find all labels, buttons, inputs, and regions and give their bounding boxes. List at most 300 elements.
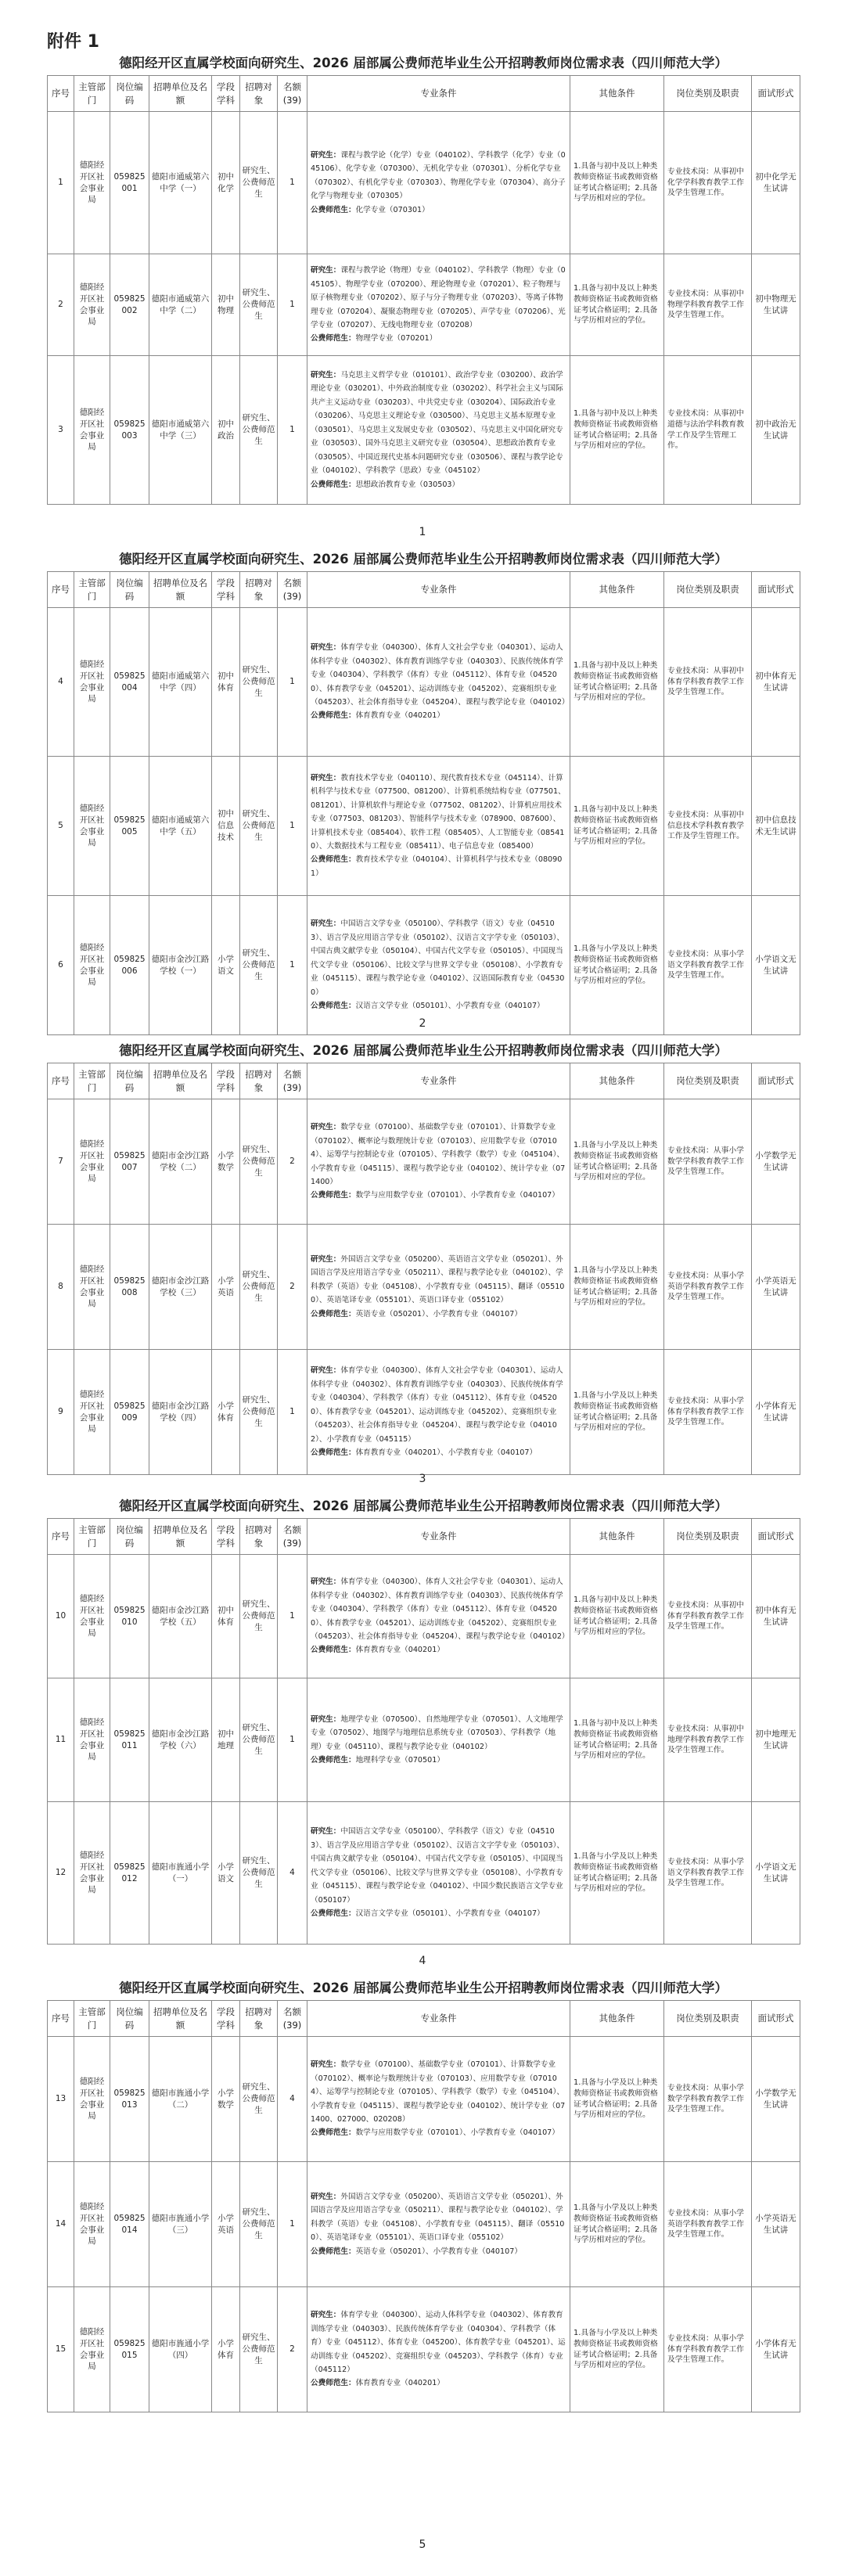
grad-major-text: 马克思主义哲学专业（010101）、政治学专业（030200）、政治学理论专业（030201）、中外政治制度专业（030202）、科学社会主义与国际共产主义运动专业（030203）、中共党史专业（030204）、国际政治专业（030206）、马克思主义理论专业（030500）、马克思主义基本原理专业（030501）、马克思主义发展史专业（030502）、马克思主义中国化研究专业（030503）、国外马克思主义研究专业（030504）、思想政治教育专业（030505）、中国近现代史基本问题研究专业（030506）、课程与教学论专业（040102）、学科教学（思政）专业（045102） (311, 370, 563, 476)
pub-label: 公费师范生： (311, 1309, 356, 1319)
major-requirements (307, 356, 570, 505)
position-code: 059825014 (110, 2162, 149, 2287)
grad-major-text: 外国语言文学专业（050200）、英语语言文学专业（050201）、外国语言学及应用语言学专业（050211）、课程与教学论专业（040102）、学科教学（英语）专业（045108）、小学教育专业（045115）、翻译（055100）、英语笔译专业（055101）、英语口译专业（055102） (311, 2192, 565, 2243)
subject: 小学英语 (212, 2162, 240, 2287)
subject: 小学数学 (212, 1099, 240, 1225)
grad-major-text: 课程与教学论（物理）专业（040102）、学科教学（物理）专业（045105）、物理学专业（070200）、理论物理专业（070201）、粒子物理与原子核物理专业（070202）、原子与分子物理专业（070203）、等离子体物理专业（070204）、凝聚态物理专业（070205）、声学专业（070206）、光学专业（070207）、无线电物理专业（070208） (311, 266, 566, 329)
quota: 2 (278, 1099, 307, 1225)
grad-label: 研究生： (311, 1123, 341, 1132)
header-col-dept: 主管部门 (74, 76, 110, 112)
table-section (47, 1977, 800, 2412)
header-row (48, 1063, 800, 1099)
subject: 初中体育 (212, 1555, 240, 1678)
pub-major-text: 物理学专业（070201） (355, 334, 437, 344)
other-conditions: 1.具备与初中及以上种类教师资格证书或教师资格证考试合格证明；2.具备与学历相对应的学位。 (570, 1678, 664, 1802)
recruitment-table (47, 1063, 800, 1475)
position-duty: 专业技术岗：从事小学体育学科教育教学工作及学生管理工作。 (664, 1350, 752, 1475)
table-row (48, 2037, 800, 2162)
grad-major-text: 数学专业（070100）、基础数学专业（070101）、计算数学专业（070102）、概率论与数理统计专业（070103）、应用数学专业（070104）、运筹学与控制论专业（070105）、学科教学（数学）专业（045104）、小学教育专业（045115）、课程与教学论专业（040102）、统计学专业（071400、027000、020208） (311, 2060, 566, 2124)
target: 研究生、公费师范生 (240, 2037, 278, 2162)
pub-label: 公费师范生： (311, 1909, 356, 1919)
pub-major (311, 332, 566, 345)
pub-major-text: 体育教育专业（040201）、小学教育专业（040107） (355, 1448, 538, 1458)
header-col-interview: 面试形式 (752, 2001, 800, 2037)
subject: 小学体育 (212, 1350, 240, 1475)
row-number: 5 (48, 757, 74, 896)
header-col-no: 序号 (48, 76, 74, 112)
other-conditions: 1.具备与小学及以上种类教师资格证书或教师资格证考试合格证明；2.具备与学历相对应的学位。 (570, 2162, 664, 2287)
page-number: 2 (419, 1017, 426, 1030)
header-col-code: 岗位编码 (110, 1063, 149, 1099)
position-code: 059825012 (110, 1802, 149, 1945)
position-code: 059825010 (110, 1555, 149, 1678)
header-col-unit: 招聘单位及名额 (149, 572, 212, 608)
table-row (48, 2162, 800, 2287)
hiring-unit: 德阳市金沙江路学校（三） (149, 1225, 212, 1350)
recruitment-table (47, 1518, 800, 1945)
other-conditions: 1.具备与小学及以上种类教师资格证书或教师资格证考试合格证明；2.具备与学历相对应的学位。 (570, 2037, 664, 2162)
major-requirements (307, 1555, 570, 1678)
header-col-target: 招聘对象 (240, 76, 278, 112)
grad-major (311, 369, 566, 478)
pub-major (311, 999, 566, 1013)
table-section (47, 1495, 800, 1945)
hiring-unit: 德阳市通威第六中学（二） (149, 254, 212, 356)
header-row (48, 2001, 800, 2037)
position-duty: 专业技术岗：从事初中信息技术学科教育教学工作及学生管理工作。 (664, 757, 752, 896)
interview-format: 小学数学无生试讲 (752, 2037, 800, 2162)
table-row (48, 356, 800, 505)
page-title: 德阳经开区直属学校面向研究生、2026 届部属公费师范毕业生公开招聘教师岗位需求表（四川师范大学） (119, 1043, 728, 1058)
pub-major (311, 1754, 566, 1767)
row-number: 15 (48, 2287, 74, 2412)
header-col-no: 序号 (48, 572, 74, 608)
grad-major (311, 2190, 566, 2245)
subject: 初中信息技术 (212, 757, 240, 896)
other-conditions: 1.具备与初中及以上种类教师资格证书或教师资格证考试合格证明；2.具备与学历相对应的学位。 (570, 254, 664, 356)
interview-format: 初中地理无生试讲 (752, 1678, 800, 1802)
major-requirements (307, 2162, 570, 2287)
recruitment-table (47, 571, 800, 1035)
header-col-other: 其他条件 (570, 1519, 664, 1555)
header-col-dept: 主管部门 (74, 1519, 110, 1555)
header-col-unit: 招聘单位及名额 (149, 1519, 212, 1555)
header-col-subject: 学段学科 (212, 2001, 240, 2037)
row-number: 3 (48, 356, 74, 505)
position-code: 059825013 (110, 2037, 149, 2162)
quota: 1 (278, 896, 307, 1035)
header-col-major: 专业条件 (307, 76, 570, 112)
pub-label: 公费师范生： (311, 1755, 356, 1765)
position-code: 059825011 (110, 1678, 149, 1802)
header-col-subject: 学段学科 (212, 76, 240, 112)
pub-major-text: 体育教育专业（040201） (355, 1646, 444, 1655)
major-requirements (307, 608, 570, 757)
position-code: 059825007 (110, 1099, 149, 1225)
quota: 1 (278, 254, 307, 356)
other-conditions: 1.具备与初中及以上种类教师资格证书或教师资格证考试合格证明；2.具备与学历相对应的学位。 (570, 608, 664, 757)
subject: 初中体育 (212, 608, 240, 757)
position-duty: 专业技术岗：从事初中地理学科教育教学工作及学生管理工作。 (664, 1678, 752, 1802)
grad-major (311, 1575, 570, 1643)
page-number: 1 (419, 526, 426, 538)
subject: 小学数学 (212, 2037, 240, 2162)
position-code: 059825004 (110, 608, 149, 757)
quota: 1 (278, 608, 307, 757)
subject: 初中化学 (212, 112, 240, 254)
target: 研究生、公费师范生 (240, 2162, 278, 2287)
pub-major (311, 1189, 566, 1202)
subject: 小学体育 (212, 2287, 240, 2412)
row-number: 1 (48, 112, 74, 254)
table-row (48, 2287, 800, 2412)
subject: 小学语文 (212, 1802, 240, 1945)
pub-major (311, 1308, 566, 1321)
subject: 初中地理 (212, 1678, 240, 1802)
target: 研究生、公费师范生 (240, 112, 278, 254)
row-number: 2 (48, 254, 74, 356)
other-conditions: 1.具备与小学及以上种类教师资格证书或教师资格证考试合格证明；2.具备与学历相对应的学位。 (570, 2287, 664, 2412)
target: 研究生、公费师范生 (240, 608, 278, 757)
position-duty: 专业技术岗：从事小学数学学科教育教学工作及学生管理工作。 (664, 1099, 752, 1225)
grad-label: 研究生： (311, 919, 341, 929)
row-number: 13 (48, 2037, 74, 2162)
page-title: 德阳经开区直属学校面向研究生、2026 届部属公费师范毕业生公开招聘教师岗位需求表（四川师范大学） (119, 56, 728, 70)
interview-format: 小学英语无生试讲 (752, 2162, 800, 2287)
table-row (48, 1802, 800, 1945)
grad-label: 研究生： (311, 1714, 341, 1724)
row-number: 11 (48, 1678, 74, 1802)
header-col-other: 其他条件 (570, 1063, 664, 1099)
header-col-unit: 招聘单位及名额 (149, 1063, 212, 1099)
hiring-unit: 德阳市金沙江路学校（六） (149, 1678, 212, 1802)
target: 研究生、公费师范生 (240, 356, 278, 505)
quota: 2 (278, 2287, 307, 2412)
header-col-count: 名额(39) (278, 1063, 307, 1099)
grad-major-text: 体育学专业（040300）、体育人文社会学专业（040301）、运动人体科学专业（040302）、体育教育训练学专业（040303）、民族传统体育学专业（040304）、学科教学（体育）专业（045112）、体育专业（045200）、体育教学专业（045201）、运动训练专业（045202）、竞赛组织专业（045203）、社会体育指导专业（045204）、课程与教学论专业（040102） (311, 643, 570, 707)
grad-label: 研究生： (311, 370, 341, 380)
subject: 小学语文 (212, 896, 240, 1035)
pub-major-text: 汉语言文学专业（050101）、小学教育专业（040107） (355, 1002, 545, 1011)
pub-major-text: 英语专业（050201）、小学教育专业（040107） (355, 1309, 522, 1319)
position-duty: 专业技术岗：从事初中体育学科教育教学工作及学生管理工作。 (664, 608, 752, 757)
position-code: 059825015 (110, 2287, 149, 2412)
quota: 1 (278, 2162, 307, 2287)
position-duty: 专业技术岗：从事初中体育学科教育教学工作及学生管理工作。 (664, 1555, 752, 1678)
header-row (48, 76, 800, 112)
row-number: 6 (48, 896, 74, 1035)
pub-label: 公费师范生： (311, 711, 356, 721)
position-duty: 专业技术岗：从事小学英语学科教育教学工作及学生管理工作。 (664, 1225, 752, 1350)
grad-major (311, 641, 570, 709)
header-col-target: 招聘对象 (240, 572, 278, 608)
grad-label: 研究生： (311, 2311, 341, 2320)
interview-format: 小学体育无生试讲 (752, 1350, 800, 1475)
header-col-other: 其他条件 (570, 76, 664, 112)
header-col-major: 专业条件 (307, 1519, 570, 1555)
hiring-unit: 德阳市金沙江路学校（四） (149, 1350, 212, 1475)
position-duty: 专业技术岗：从事初中化学学科教育教学工作及学生管理工作。 (664, 112, 752, 254)
grad-major-text: 体育学专业（040300）、体育人文社会学专业（040301）、运动人体科学专业（040302）、体育教育训练学专业（040303）、民族传统体育学专业（040304）、学科教学（体育）专业（045112）、体育专业（045200）、体育教学专业（045201）、运动训练专业（045202）、竞赛组织专业（045203）、社会体育指导专业（045204）、课程与教学论专业（040102） (311, 1578, 570, 1641)
table-section (47, 548, 800, 1035)
header-col-subject: 学段学科 (212, 572, 240, 608)
target: 研究生、公费师范生 (240, 757, 278, 896)
grad-major (311, 917, 566, 999)
header-col-other: 其他条件 (570, 572, 664, 608)
department: 德阳经开区社会事业局 (74, 112, 110, 254)
grad-major-text: 地理学专业（070500）、自然地理学专业（070501）、人文地理学专业（070502）、地图学与地理信息系统专业（070503）、学科教学（地理）专业（045110）、课程与教学论专业（040102） (311, 1714, 563, 1751)
hiring-unit: 德阳市通威第六中学（一） (149, 112, 212, 254)
target: 研究生、公费师范生 (240, 1350, 278, 1475)
hiring-unit: 德阳市旌通小学（四） (149, 2287, 212, 2412)
header-col-unit: 招聘单位及名额 (149, 2001, 212, 2037)
header-col-code: 岗位编码 (110, 572, 149, 608)
header-col-major: 专业条件 (307, 572, 570, 608)
table-section (47, 1039, 800, 1475)
other-conditions: 1.具备与初中及以上种类教师资格证书或教师资格证考试合格证明；2.具备与学历相对应的学位。 (570, 356, 664, 505)
header-col-target: 招聘对象 (240, 2001, 278, 2037)
pub-major (311, 203, 566, 217)
header-col-other: 其他条件 (570, 2001, 664, 2037)
row-number: 7 (48, 1099, 74, 1225)
header-row (48, 1519, 800, 1555)
pub-major-text: 汉语言文学专业（050101）、小学教育专业（040107） (355, 1909, 545, 1919)
grad-major-text: 中国语言文学专业（050100）、学科教学（语文）专业（045103）、语言学及应用语言学专业（050102）、汉语言文字学专业（050103）、中国古典文献学专业（050104）、中国古代文学专业（050105）、中国现当代文学专业（050106）、比较文学与世界文学专业（050108）、小学教育专业（045115）、课程与教学论专业（040102）、中国少数民族语言文学专业（050107） (311, 1827, 564, 1905)
table-row (48, 1350, 800, 1475)
target: 研究生、公费师范生 (240, 254, 278, 356)
department: 德阳经开区社会事业局 (74, 1555, 110, 1678)
pub-label: 公费师范生： (311, 1646, 356, 1655)
interview-format: 初中政治无生试讲 (752, 356, 800, 505)
grad-major-text: 体育学专业（040300）、体育人文社会学专业（040301）、运动人体科学专业（040302）、体育教育训练学专业（040303）、民族传统体育学专业（040304）、学科教学（体育）专业（045112）、体育专业（045200）、体育教学专业（045201）、运动训练专业（045202）、竞赛组织专业（045203）、社会体育指导专业（045204）、课程与教学论专业（040102）、小学教育专业（045115） (311, 1366, 563, 1444)
pub-label: 公费师范生： (311, 1448, 356, 1458)
department: 德阳经开区社会事业局 (74, 254, 110, 356)
pub-label: 公费师范生： (311, 2379, 356, 2388)
pub-major-text: 体育教育专业（040201） (355, 2379, 444, 2388)
hiring-unit: 德阳市通威第六中学（五） (149, 757, 212, 896)
header-col-count: 名额(39) (278, 2001, 307, 2037)
grad-major (311, 772, 566, 854)
hiring-unit: 德阳市通威第六中学（四） (149, 608, 212, 757)
hiring-unit: 德阳市金沙江路学校（五） (149, 1555, 212, 1678)
target: 研究生、公费师范生 (240, 1099, 278, 1225)
major-requirements (307, 1225, 570, 1350)
interview-format: 小学体育无生试讲 (752, 2287, 800, 2412)
header-col-target: 招聘对象 (240, 1063, 278, 1099)
department: 德阳经开区社会事业局 (74, 896, 110, 1035)
recruitment-table (47, 75, 800, 505)
position-duty: 专业技术岗：从事小学语文学科教育教学工作及学生管理工作。 (664, 896, 752, 1035)
interview-format: 小学语文无生试讲 (752, 1802, 800, 1945)
quota: 1 (278, 112, 307, 254)
table-row (48, 608, 800, 757)
row-number: 12 (48, 1802, 74, 1945)
pub-label: 公费师范生： (311, 334, 356, 344)
position-code: 059825001 (110, 112, 149, 254)
grad-label: 研究生： (311, 643, 341, 653)
grad-major (311, 2308, 566, 2376)
header-col-duty: 岗位类别及职责 (664, 1519, 752, 1555)
grad-major-text: 教育技术学专业（040110）、现代教育技术专业（045114）、计算机科学与技术专业（077500、081200）、计算机系统结构专业（077501、081201）、计算机软件与理论专业（077502、081202）、计算机应用技术专业（077503、081203）、智能科学与技术专业（078900、087600）、计算机技术专业（085404）、软件工程（085405）、人工智能专业（085410）、大数据技术与工程专业（085411）、电子信息专业（085400） (311, 773, 566, 851)
grad-major (311, 1364, 566, 1446)
pub-label: 公费师范生： (311, 855, 356, 865)
pub-major (311, 2245, 566, 2258)
pub-major-text: 教育技术学专业（040104）、计算机科学与技术专业（080901） (311, 855, 563, 878)
table-row (48, 1099, 800, 1225)
pub-major-text: 地理科学专业（070501） (355, 1755, 444, 1765)
header-col-major: 专业条件 (307, 2001, 570, 2037)
table-row (48, 254, 800, 356)
department: 德阳经开区社会事业局 (74, 356, 110, 505)
pub-major (311, 853, 566, 880)
header-col-count: 名额(39) (278, 572, 307, 608)
department: 德阳经开区社会事业局 (74, 1350, 110, 1475)
header-col-interview: 面试形式 (752, 1063, 800, 1099)
pub-major (311, 2126, 566, 2139)
header-col-interview: 面试形式 (752, 1519, 800, 1555)
hiring-unit: 德阳市旌通小学（一） (149, 1802, 212, 1945)
quota: 1 (278, 356, 307, 505)
header-col-duty: 岗位类别及职责 (664, 76, 752, 112)
pub-major-text: 数学与应用数学专业（070101）、小学教育专业（040107） (355, 1191, 559, 1200)
quota: 2 (278, 1225, 307, 1350)
major-requirements (307, 757, 570, 896)
target: 研究生、公费师范生 (240, 896, 278, 1035)
department: 德阳经开区社会事业局 (74, 2287, 110, 2412)
position-duty: 专业技术岗：从事小学语文学科教育教学工作及学生管理工作。 (664, 1802, 752, 1945)
position-duty: 专业技术岗：从事小学数学学科教育教学工作及学生管理工作。 (664, 2037, 752, 2162)
position-code: 059825003 (110, 356, 149, 505)
page-title: 德阳经开区直属学校面向研究生、2026 届部属公费师范毕业生公开招聘教师岗位需求表（四川师范大学） (119, 1981, 728, 1995)
table-row (48, 896, 800, 1035)
interview-format: 初中体育无生试讲 (752, 608, 800, 757)
annex-label: 附件 1 (47, 32, 99, 52)
grad-label: 研究生： (311, 266, 341, 275)
page-number: 5 (419, 2538, 426, 2551)
subject: 初中政治 (212, 356, 240, 505)
department: 德阳经开区社会事业局 (74, 2037, 110, 2162)
grad-major-text: 中国语言文学专业（050100）、学科教学（语文）专业（045103）、语言学及应用语言学专业（050102）、汉语言文字学专业（050103）、中国古典文献学专业（050104）、中国古代文学专业（050105）、中国现当代文学专业（050106）、比较文学与世界文学专业（050108）、小学教育专业（045115）、课程与教学论专业（040102）、汉语国际教育专业（045300） (311, 919, 565, 997)
major-requirements (307, 1099, 570, 1225)
grad-major-text: 体育学专业（040300）、运动人体科学专业（040302）、体育教育训练学专业（040303）、民族传统体育学专业（040304）、学科教学（体育）专业（045112）、体育专业（045200）、体育教学专业（045201）、运动训练专业（045202）、竞赛组织专业（045203）、学科教学（体育）专业（045112） (311, 2311, 566, 2374)
hiring-unit: 德阳市金沙江路学校（一） (149, 896, 212, 1035)
table-row (48, 1225, 800, 1350)
hiring-unit: 德阳市通威第六中学（三） (149, 356, 212, 505)
row-number: 10 (48, 1555, 74, 1678)
hiring-unit: 德阳市旌通小学（二） (149, 2037, 212, 2162)
pub-major (311, 1643, 566, 1657)
pub-major-text: 数学与应用数学专业（070101）、小学教育专业（040107） (355, 2128, 559, 2138)
department: 德阳经开区社会事业局 (74, 1802, 110, 1945)
header-col-interview: 面试形式 (752, 76, 800, 112)
department: 德阳经开区社会事业局 (74, 1225, 110, 1350)
header-col-code: 岗位编码 (110, 76, 149, 112)
pub-major-text: 英语专业（050201）、小学教育专业（040107） (355, 2247, 522, 2256)
quota: 1 (278, 1555, 307, 1678)
department: 德阳经开区社会事业局 (74, 608, 110, 757)
row-number: 4 (48, 608, 74, 757)
target: 研究生、公费师范生 (240, 1555, 278, 1678)
table-row (48, 757, 800, 896)
department: 德阳经开区社会事业局 (74, 1099, 110, 1225)
interview-format: 初中体育无生试讲 (752, 1555, 800, 1678)
quota: 1 (278, 757, 307, 896)
interview-format: 初中化学无生试讲 (752, 112, 800, 254)
grad-major-text: 外国语言文学专业（050200）、英语语言文学专业（050201）、外国语言学及应用语言学专业（050211）、课程与教学论专业（040102）、学科教学（英语）专业（045108）、小学教育专业（045115）、翻译（055100）、英语笔译专业（055101）、英语口译专业（055102） (311, 1254, 565, 1305)
major-requirements (307, 1678, 570, 1802)
grad-label: 研究生： (311, 1578, 341, 1587)
hiring-unit: 德阳市金沙江路学校（二） (149, 1099, 212, 1225)
interview-format: 初中物理无生试讲 (752, 254, 800, 356)
grad-major-text: 课程与教学论（化学）专业（040102）、学科教学（化学）专业（045106）、化学专业（070300）、无机化学专业（070301）、分析化学专业（070302）、有机化学专业（070303）、物理化学专业（070304）、高分子化学与物理专业（070305） (311, 150, 566, 201)
major-requirements (307, 254, 570, 356)
grad-major (311, 1253, 566, 1308)
position-duty: 专业技术岗：从事初中道德与法治学科教育教学工作及学生管理工作。 (664, 356, 752, 505)
department: 德阳经开区社会事业局 (74, 1678, 110, 1802)
position-duty: 专业技术岗：从事初中物理学科教育教学工作及学生管理工作。 (664, 254, 752, 356)
header-col-duty: 岗位类别及职责 (664, 572, 752, 608)
target: 研究生、公费师范生 (240, 1225, 278, 1350)
pub-label: 公费师范生： (311, 2128, 356, 2138)
header-col-subject: 学段学科 (212, 1519, 240, 1555)
other-conditions: 1.具备与小学及以上种类教师资格证书或教师资格证考试合格证明；2.具备与学历相对应的学位。 (570, 1802, 664, 1945)
header-col-code: 岗位编码 (110, 2001, 149, 2037)
other-conditions: 1.具备与小学及以上种类教师资格证书或教师资格证考试合格证明；2.具备与学历相对应的学位。 (570, 1225, 664, 1350)
page-number: 3 (419, 1473, 426, 1485)
grad-label: 研究生： (311, 2060, 341, 2070)
interview-format: 小学英语无生试讲 (752, 1225, 800, 1350)
position-code: 059825005 (110, 757, 149, 896)
quota: 4 (278, 2037, 307, 2162)
grad-label: 研究生： (311, 150, 341, 160)
quota: 1 (278, 1350, 307, 1475)
grad-major (311, 1825, 566, 1907)
target: 研究生、公费师范生 (240, 1678, 278, 1802)
header-col-interview: 面试形式 (752, 572, 800, 608)
table-section (47, 52, 800, 505)
row-number: 8 (48, 1225, 74, 1350)
interview-format: 初中信息技术无生试讲 (752, 757, 800, 896)
major-requirements (307, 2287, 570, 2412)
grad-label: 研究生： (311, 1254, 341, 1264)
department: 德阳经开区社会事业局 (74, 757, 110, 896)
subject: 初中物理 (212, 254, 240, 356)
header-col-duty: 岗位类别及职责 (664, 2001, 752, 2037)
pub-major (311, 1907, 566, 1920)
other-conditions: 1.具备与小学及以上种类教师资格证书或教师资格证考试合格证明；2.具备与学历相对应的学位。 (570, 1099, 664, 1225)
header-col-major: 专业条件 (307, 1063, 570, 1099)
header-col-duty: 岗位类别及职责 (664, 1063, 752, 1099)
grad-major (311, 2058, 566, 2126)
page-title: 德阳经开区直属学校面向研究生、2026 届部属公费师范毕业生公开招聘教师岗位需求表（四川师范大学） (119, 1498, 728, 1513)
header-col-no: 序号 (48, 1519, 74, 1555)
major-requirements (307, 112, 570, 254)
position-code: 059825009 (110, 1350, 149, 1475)
interview-format: 小学数学无生试讲 (752, 1099, 800, 1225)
grad-label: 研究生： (311, 773, 341, 783)
position-duty: 专业技术岗：从事小学英语学科教育教学工作及学生管理工作。 (664, 2162, 752, 2287)
grad-major (311, 264, 566, 332)
header-col-dept: 主管部门 (74, 1063, 110, 1099)
quota: 1 (278, 1678, 307, 1802)
header-row (48, 572, 800, 608)
grad-major (311, 149, 566, 203)
pub-major-text: 思想政治教育专业（030503） (355, 480, 460, 489)
subject: 小学英语 (212, 1225, 240, 1350)
other-conditions: 1.具备与初中及以上种类教师资格证书或教师资格证考试合格证明；2.具备与学历相对应的学位。 (570, 757, 664, 896)
page-title: 德阳经开区直属学校面向研究生、2026 届部属公费师范毕业生公开招聘教师岗位需求表（四川师范大学） (119, 552, 728, 567)
header-col-count: 名额(39) (278, 1519, 307, 1555)
